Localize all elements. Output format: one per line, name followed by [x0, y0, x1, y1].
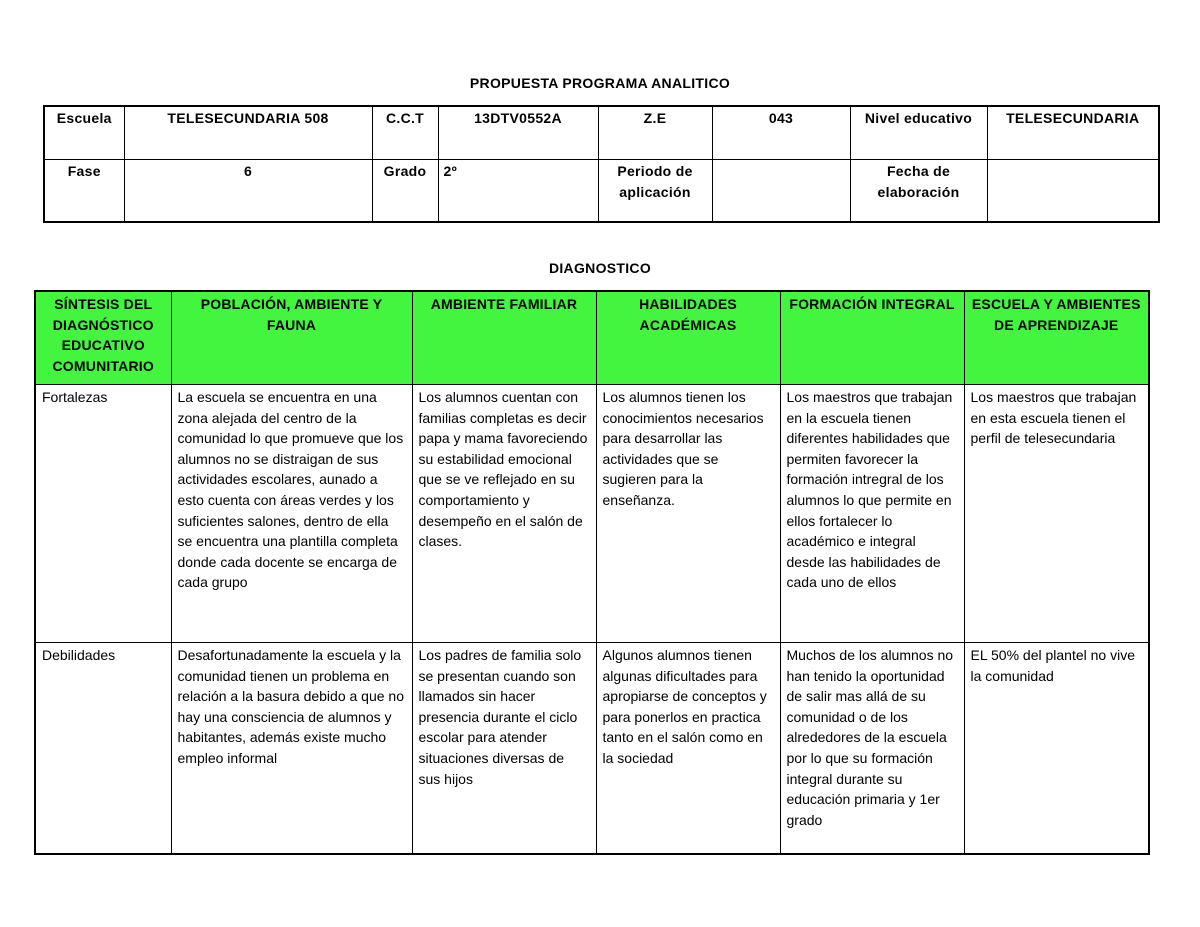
- document-title: PROPUESTA PROGRAMA ANALITICO: [469, 75, 731, 91]
- info-row-phase: [44, 160, 1159, 223]
- periodo-label: Periodo de aplicación: [598, 160, 712, 223]
- row-label-fortalezas: Fortalezas: [35, 385, 171, 643]
- fase-label: Fase: [44, 160, 124, 223]
- debilidades-ambiente-familiar: Los padres de familia solo se presentan cuando son llamados sin hacer presencia durante el ciclo escolar para atender situaciones diversas de sus hijos: [412, 643, 596, 855]
- header-ambiente-familiar: AMBIENTE FAMILIAR: [412, 291, 596, 385]
- section-title: DIAGNOSTICO: [548, 260, 652, 276]
- fortalezas-escuela: Los maestros que trabajan en esta escuela tienen el perfil de telesecundaria: [964, 385, 1149, 643]
- school-info-table: [43, 105, 1160, 223]
- ze-label: Z.E: [598, 106, 712, 160]
- header-habilidades: HABILIDADES ACADÉMICAS: [596, 291, 780, 385]
- header-escuela: ESCUELA Y AMBIENTES DE APRENDIZAJE: [964, 291, 1149, 385]
- header-formacion: FORMACIÓN INTEGRAL: [780, 291, 964, 385]
- escuela-value: TELESECUNDARIA 508: [124, 106, 372, 160]
- diagnostic-header-row: [35, 291, 1149, 385]
- grado-label: Grado: [372, 160, 438, 223]
- diagnostic-table: [34, 290, 1150, 855]
- debilidades-habilidades: Algunos alumnos tienen algunas dificultades para apropiarse de conceptos y para ponerlos en practica tanto en el salón como en la sociedad: [596, 643, 780, 855]
- header-sintesis: SÍNTESIS DEL DIAGNÓSTICO EDUCATIVO COMUNITARIO: [35, 291, 171, 385]
- table-row-debilidades: [35, 643, 1149, 855]
- debilidades-poblacion: Desafortunadamente la escuela y la comunidad tienen un problema en relación a la basura debido a que no hay una consciencia de alumnos y habitantes, además existe mucho empleo informal: [171, 643, 412, 855]
- fortalezas-formacion: Los maestros que trabajan en la escuela tienen diferentes habilidades que permiten favorecer la formación intregral de los alumnos lo que permite en ellos fortalecer lo académico e integral desde las habilidades de cada uno de ellos: [780, 385, 964, 643]
- fortalezas-ambiente-familiar: Los alumnos cuentan con familias completas es decir papa y mama favoreciendo su estabilidad emocional que se ve reflejado en su comportamiento y desempeño en el salón de clases.: [412, 385, 596, 643]
- debilidades-escuela: EL 50% del plantel no vive la comunidad: [964, 643, 1149, 855]
- table-row-fortalezas: [35, 385, 1149, 643]
- header-poblacion: POBLACIÓN, AMBIENTE Y FAUNA: [171, 291, 412, 385]
- debilidades-formacion: Muchos de los alumnos no han tenido la oportunidad de salir mas allá de su comunidad o de los alrededores de la escuela por lo que su formación integral durante su educación primaria y 1er grado: [780, 643, 964, 855]
- fecha-label: Fecha de elaboración: [850, 160, 987, 223]
- cct-value: 13DTV0552A: [438, 106, 598, 160]
- nivel-label: Nivel educativo: [850, 106, 987, 160]
- fortalezas-poblacion: La escuela se encuentra en una zona alejada del centro de la comunidad lo que promueve que los alumnos no se distraigan de sus actividades escolares, aunado a esto cuenta con áreas verdes y los suficientes salones, dentro de ella se encuentra una plantilla completa donde cada docente se encarga de cada grupo: [171, 385, 412, 643]
- nivel-value: TELESECUNDARIA: [987, 106, 1159, 160]
- fase-value: 6: [124, 160, 372, 223]
- grado-value: 2º: [438, 160, 598, 223]
- cct-label: C.C.T: [372, 106, 438, 160]
- fecha-value: [987, 160, 1159, 223]
- info-row-school: [44, 106, 1159, 160]
- escuela-label: Escuela: [44, 106, 124, 160]
- fortalezas-habilidades: Los alumnos tienen los conocimientos necesarios para desarrollar las actividades que se sugieren para la enseñanza.: [596, 385, 780, 643]
- row-label-debilidades: Debilidades: [35, 643, 171, 855]
- periodo-value: [712, 160, 850, 223]
- ze-value: 043: [712, 106, 850, 160]
